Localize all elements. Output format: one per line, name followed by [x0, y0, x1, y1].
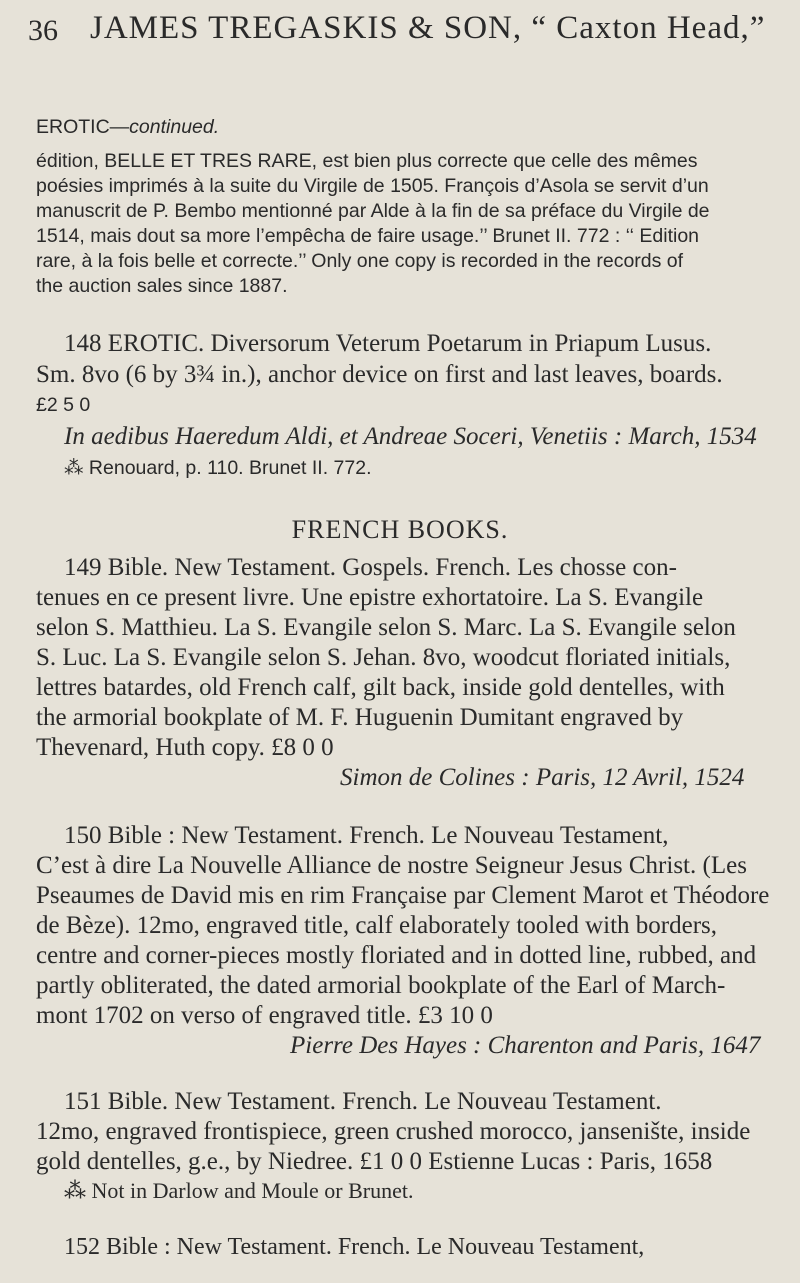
entry-151-line: 151 Bible. New Testament. French. Le Nouveau Testament. — [64, 1088, 662, 1115]
entry-149-line: lettres batardes, old French calf, gilt back, inside gold dentelles, with — [36, 674, 725, 701]
entry-148-imprint: In aedibus Haeredum Aldi, et Andreae Soceri, Venetiis : March, 1534 — [64, 423, 757, 450]
text-line: poésies imprimés à la suite du Virgile de 1505. François d’Asola se servit d’un — [36, 175, 709, 197]
entry-150-imprint: Pierre Des Hayes : Charenton and Paris, 1647 — [290, 1032, 761, 1059]
continued-heading-label: EROTIC— — [36, 116, 130, 138]
entry-150-line: de Bèze). 12mo, engraved title, calf elaborately tooled with borders, — [36, 912, 717, 939]
entry-151-note: ⁂ Not in Darlow and Moule or Brunet. — [64, 1178, 414, 1203]
running-title: JAMES TREGASKIS & SON, “ Caxton Head,” — [90, 10, 766, 46]
text-line: the auction sales since 1887. — [36, 275, 288, 297]
entry-152-date — [760, 1256, 770, 1259]
entry-150-line: partly obliterated, the dated armorial bookplate of the Earl of March- — [36, 972, 726, 999]
entry-149-line: 149 Bible. New Testament. Gospels. French. Les chosse con- — [64, 554, 677, 581]
entry-152-line — [36, 1277, 65, 1280]
entry-148-price: £2 5 0 — [36, 394, 91, 416]
entry-149-line: tenues en ce present livre. Une epistre exhortatoire. La S. Evangile — [36, 584, 704, 611]
continued-heading — [36, 116, 219, 139]
section-heading — [0, 515, 800, 545]
entry-151-line: gold dentelles, g.e., by Niedree. £1 0 0 Estienne Lucas : Paris, 1658 — [36, 1148, 713, 1175]
entry-150-line: C’est à dire La Nouvelle Alliance de nostre Seigneur Jesus Christ. (Les — [36, 852, 747, 879]
entry-148-description: Sm. 8vo (6 by 3¾ in.), anchor device on first and last leaves, boards. — [36, 361, 723, 388]
entry-150-line: 150 Bible : New Testament. French. Le Nouveau Testament, — [64, 822, 669, 849]
entry-149-imprint: Simon de Colines : Paris, 12 Avril, 1524 — [340, 764, 745, 791]
text-line: rare, à la fois belle et correcte.’’ Only one copy is recorded in the records of — [36, 250, 684, 272]
text-line: édition, BELLE ET TRES RARE, est bien plus correcte que celle des mêmes — [36, 150, 698, 172]
entry-150-line: centre and corner-pieces mostly floriated and in dotted line, rubbed, and — [36, 942, 757, 969]
entry-149-line: selon S. Matthieu. La S. Evangile selon S. Marc. La S. Evangile selon — [36, 614, 736, 641]
page-header — [28, 4, 770, 54]
entry-148-heading: 148 EROTIC. Diversorum Veterum Poetarum in Priapum Lusus. — [64, 330, 712, 357]
continued-heading-italic: continued. — [129, 116, 220, 138]
entry-148-note: ⁂ Renouard, p. 110. Brunet II. 772. — [64, 457, 372, 479]
entry-151-line: 12mo, engraved frontispiece, green crushed morocco, jansenište, inside — [36, 1118, 751, 1145]
entry-149-line: Thevenard, Huth copy. £8 0 0 — [36, 734, 334, 761]
entry-149-line: the armorial bookplate of M. F. Huguenin Dumitant engraved by — [36, 704, 684, 731]
entry-152-line: 152 Bible : New Testament. French. Le Nouveau Testament, — [64, 1234, 645, 1260]
section-heading-text: FRENCH BOOKS. — [291, 515, 509, 544]
entry-149-line: S. Luc. La S. Evangile selon S. Jehan. 8vo, woodcut floriated initials, — [36, 644, 731, 671]
page-number: 36 — [28, 14, 58, 47]
text-line: 1514, mais dout sa more l’empêcha de faire usage.’’ Brunet II. 772 : ‘‘ Edition — [36, 225, 700, 247]
entry-150-line: Pseaumes de David mis en rim Française par Clement Marot et Théodore — [36, 882, 770, 909]
text-line: manuscrit de P. Bembo mentionné par Alde à la fin de sa préface du Virgile de — [36, 200, 710, 222]
entry-150-line: mont 1702 on verso of engraved title. £3 10 0 — [36, 1002, 493, 1029]
